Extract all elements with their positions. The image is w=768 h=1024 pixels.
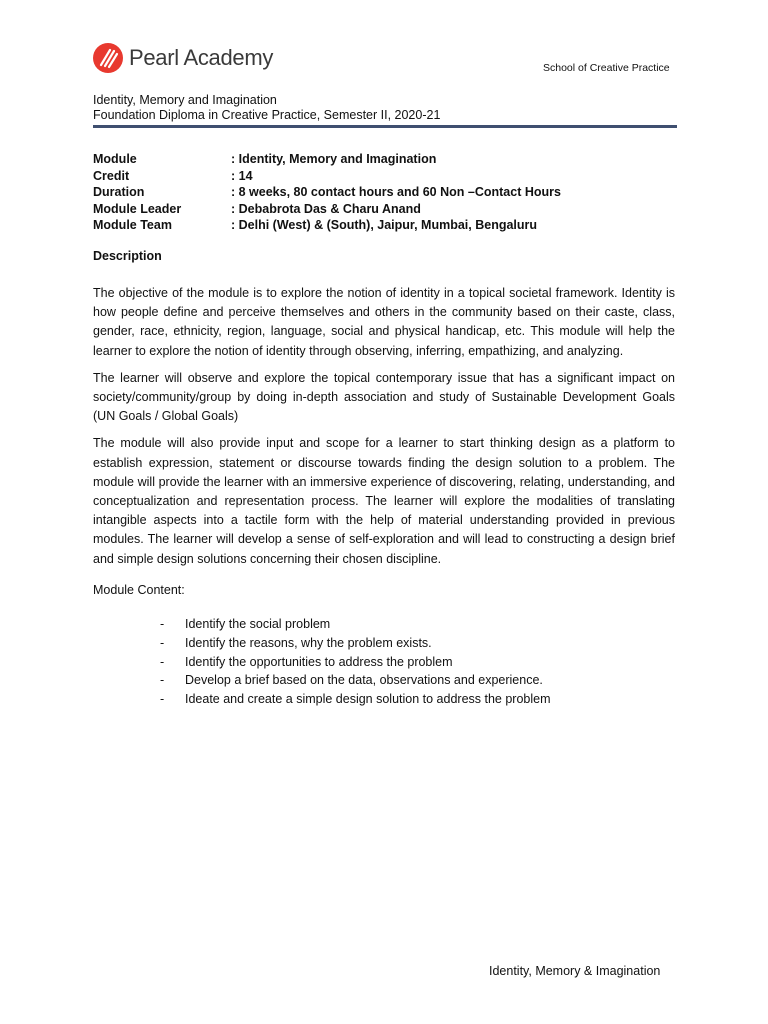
meta-row <box>93 168 561 185</box>
meta-row <box>93 151 561 168</box>
list-item-text: Identify the reasons, why the problem exists. <box>185 635 432 650</box>
list-item-text: Identify the social problem <box>185 617 331 631</box>
meta-key: Credit <box>93 168 130 183</box>
meta-key: Module <box>93 152 137 166</box>
header-rule <box>93 125 677 128</box>
list-item <box>160 671 551 690</box>
meta-row <box>93 217 561 234</box>
paragraph: The module will also provide input and scope for a learner to start thinking design as a platform to establish expression, statement or discourse towards finding the design solution to a problem. The module will provide the learner with an immersive experience of discovering, relating, understanding, and conceptualization and representation process. The learner will explore the modalities of translating intangible aspects into a tactile form with the help of material understanding provided in previous modules. The learner will develop a sense of self-exploration and will lead to constructing a design brief and simple design solutions concerning their chosen discipline. <box>93 436 675 566</box>
module-meta-table <box>93 151 561 234</box>
pearl-academy-logo-icon <box>93 43 123 73</box>
description-heading: Description <box>93 249 162 263</box>
brand-name: Pearl Academy <box>129 45 274 70</box>
page-footer: Identity, Memory & Imagination <box>489 964 661 978</box>
list-item <box>160 615 551 634</box>
list-item <box>160 690 551 709</box>
school-name: School of Creative Practice <box>543 62 670 74</box>
meta-key: Module Leader <box>93 201 182 216</box>
module-content-list <box>160 615 551 709</box>
meta-row <box>93 184 561 201</box>
list-item <box>160 634 551 653</box>
list-item <box>160 653 551 672</box>
document-header <box>93 93 440 123</box>
list-item-text: Ideate and create a simple design solution to address the problem <box>185 692 551 707</box>
brand-logo <box>93 43 273 73</box>
meta-value: : 14 <box>231 168 253 183</box>
list-item-text: Identify the opportunities to address the problem <box>185 654 453 669</box>
list-item-text: Develop a brief based on the data, observations and experience. <box>185 673 543 688</box>
description-body <box>93 284 675 577</box>
module-content-heading: Module Content: <box>93 583 185 597</box>
paragraph: The objective of the module is to explore the notion of identity in a topical societal framework. Identity is how people define and perceive themselves and others in the community based on their caste, class, gender, race, ethnicity, region, language, social and physical handicap, etc. This module will help the learner to explore the notion of identity through observing, inferring, empathizing, and analyzing. <box>93 286 675 358</box>
meta-key: Duration <box>93 185 145 199</box>
header-subtitle: Foundation Diploma in Creative Practice, Semester II, 2020-21 <box>93 108 441 122</box>
bullet-dash: - <box>160 692 165 707</box>
bullet-dash: - <box>160 673 165 688</box>
meta-value: : Debabrota Das & Charu Anand <box>231 201 421 216</box>
bullet-dash: - <box>160 617 165 631</box>
meta-key: Module Team <box>93 218 172 232</box>
meta-value: : Delhi (West) & (South), Jaipur, Mumbai, Bengaluru <box>231 218 538 232</box>
meta-value: : 8 weeks, 80 contact hours and 60 Non –Contact Hours <box>231 185 561 199</box>
bullet-dash: - <box>160 635 165 650</box>
meta-value: : Identity, Memory and Imagination <box>231 152 437 166</box>
header-title: Identity, Memory and Imagination <box>93 93 277 107</box>
meta-row <box>93 201 561 218</box>
paragraph: The learner will observe and explore the topical contemporary issue that has a significant impact on society/community/group by doing in-depth association and study of Sustainable Development Goals (UN Goals / Global Goals) <box>93 370 675 424</box>
bullet-dash: - <box>160 654 165 669</box>
